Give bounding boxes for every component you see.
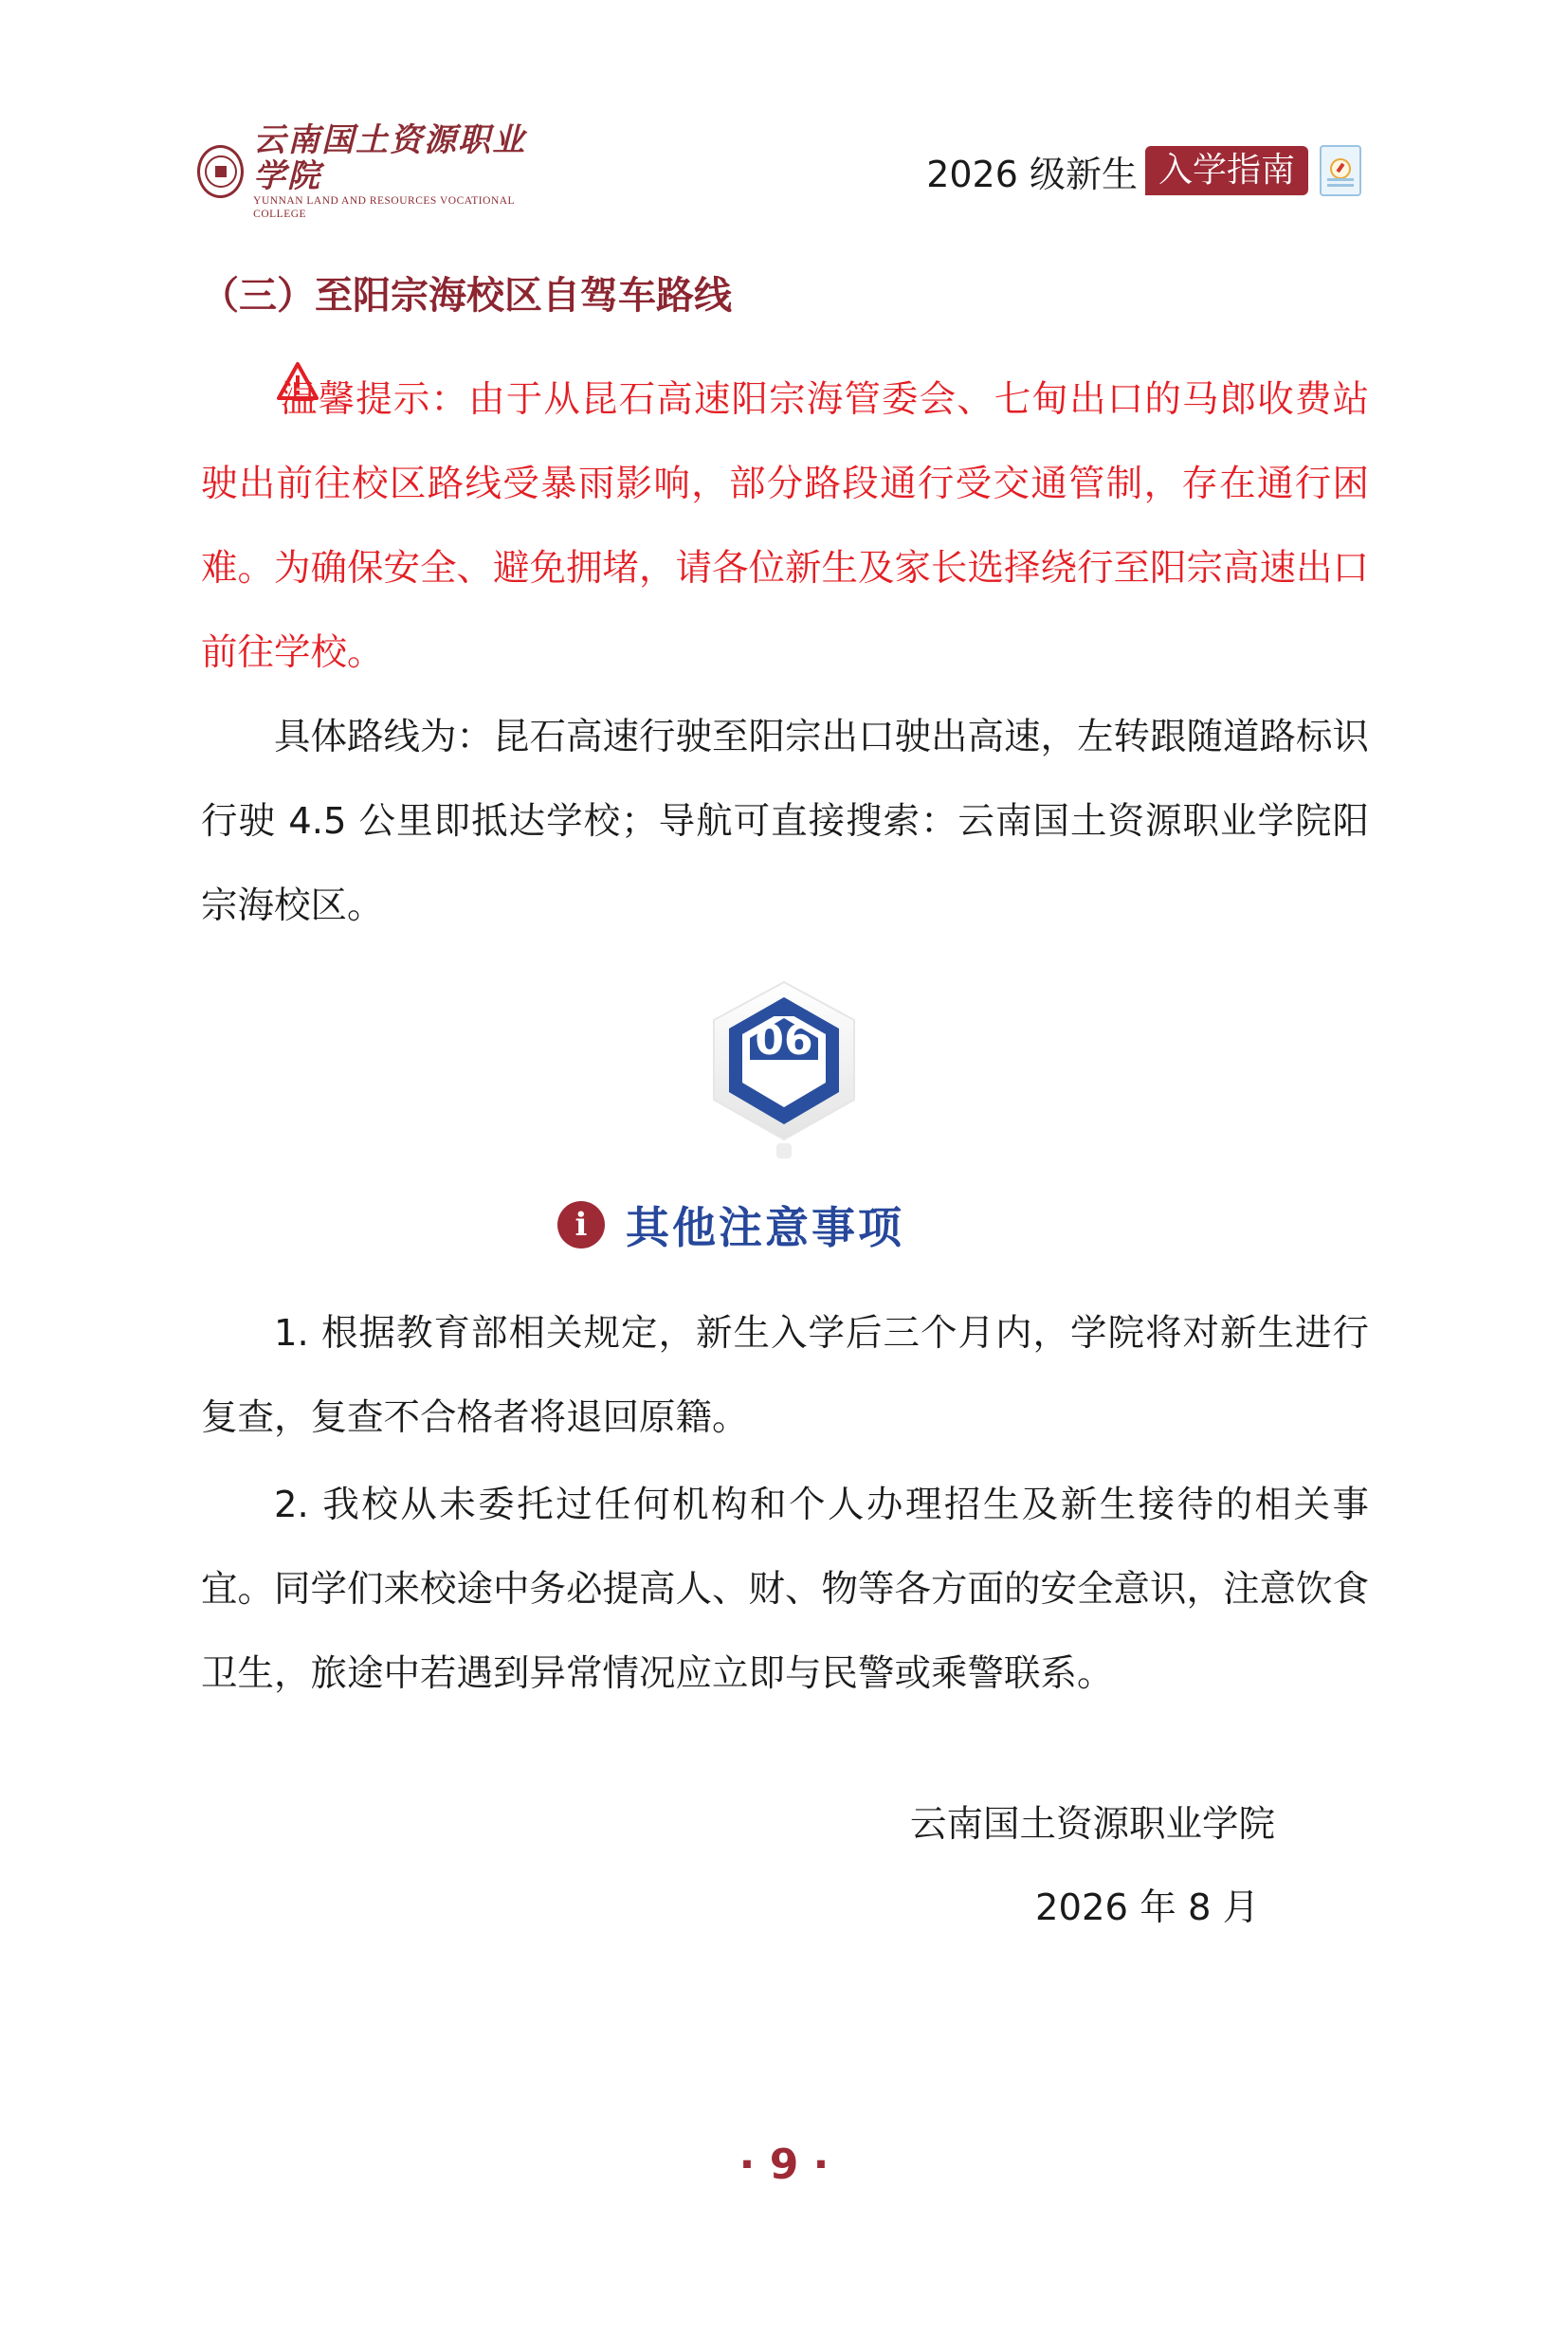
chapter-hexagon-icon xyxy=(706,976,862,1166)
chapter-number: 06 xyxy=(755,1016,813,1065)
signature-org: 云南国土资源职业学院 xyxy=(910,1803,1276,1846)
logo-english-name: YUNNAN LAND AND RESOURCES VOCATIONAL COLLEGE xyxy=(253,195,515,220)
section-title: （三）至阳宗海校区自驾车路线 xyxy=(201,274,732,318)
guide-book-icon xyxy=(1320,145,1361,196)
guide-header xyxy=(926,142,1361,199)
notes-heading xyxy=(557,1196,904,1253)
route-text: 具体路线为：昆石高速行驶至阳宗出口驶出高速，左转跟随道路标识行驶 4.5 公里即抵达学校；导航可直接搜索：云南国土资源职业学院阳宗海校区。 xyxy=(201,716,1370,927)
info-icon: i xyxy=(557,1201,605,1248)
note-item-1: 1. 根据教育部相关规定，新生入学后三个月内，学院将对新生进行复查，复查不合格者将退回原籍。 xyxy=(201,1312,1369,1439)
logo-chinese-name: 云南国土资源职业学院 xyxy=(253,121,527,195)
page-number: · 9 · xyxy=(738,2141,830,2189)
guide-year-label: 2026 级新生 xyxy=(926,153,1138,195)
college-logo xyxy=(197,121,548,220)
notes-title: 其他注意事项 xyxy=(626,1202,904,1253)
college-seal-icon xyxy=(197,145,244,198)
signature-date: 2026 年 8 月 xyxy=(1035,1886,1260,1929)
guide-title-badge: 入学指南 xyxy=(1145,146,1308,195)
warning-text: 温馨提示：由于从昆石高速阳宗海管委会、七甸出口的马郎收费站驶出前往校区路线受暴雨影响，部分路段通行受交通管制，存在通行困难。为确保安全、避免拥堵，请各位新生及家长选择绕行至阳宗高速出口前往学校。 xyxy=(201,378,1370,674)
note-item-2: 2. 我校从未委托过任何机构和个人办理招生及新生接待的相关事宜。同学们来校途中务必提高人、财、物等各方面的安全意识，注意饮食卫生，旅途中若遇到异常情况应立即与民警或乘警联系。 xyxy=(201,1484,1370,1695)
